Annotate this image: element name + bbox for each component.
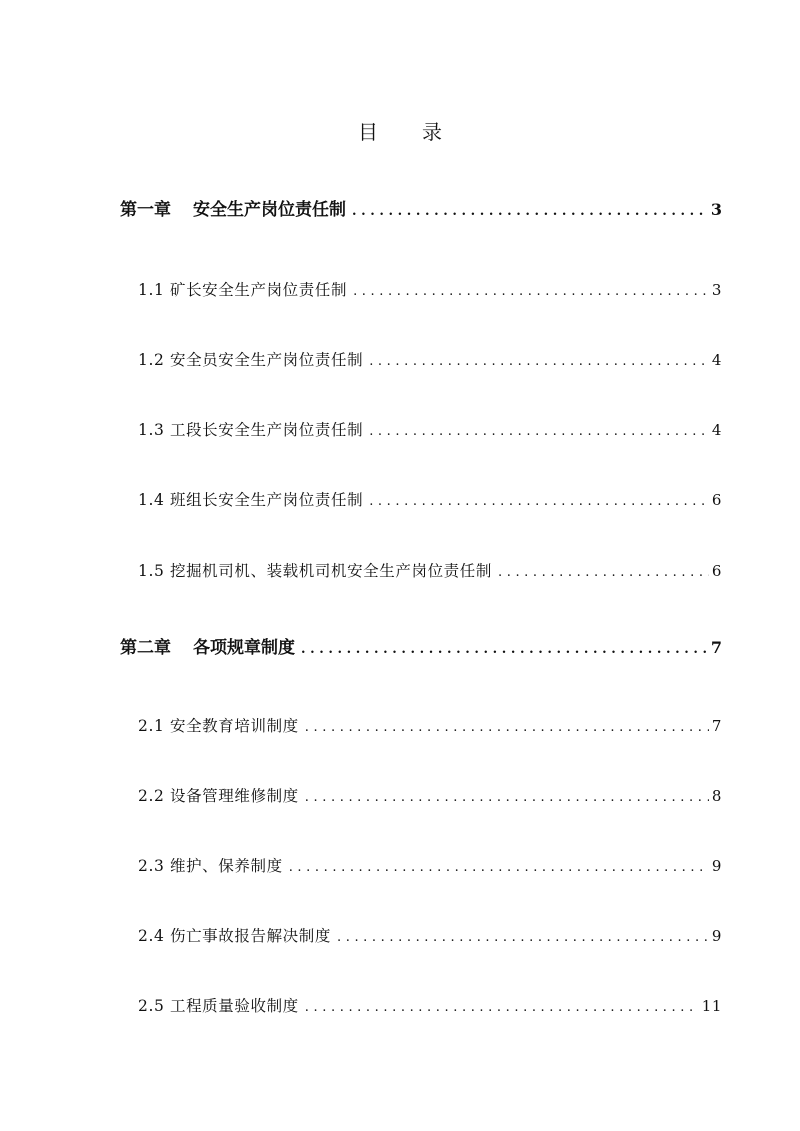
chapter-2-heading	[120, 636, 295, 660]
toc-section-2-5[interactable]	[138, 994, 722, 1018]
toc-section-1-1[interactable]	[138, 278, 722, 302]
toc-section-2-3[interactable]	[138, 854, 722, 878]
section-label: 2.2 设备管理维修制度	[138, 787, 299, 805]
toc-section-1-2[interactable]	[138, 348, 722, 372]
section-page-number: 4	[711, 421, 722, 439]
section-page-number: 9	[711, 927, 722, 945]
dot-leader	[369, 490, 709, 514]
chapter-2-number: 第二章	[120, 638, 171, 658]
section-page-number: 11	[701, 997, 722, 1015]
section-label: 2.4 伤亡事故报告解决制度	[138, 927, 331, 945]
chapter-1-heading	[120, 198, 346, 222]
section-label: 1.1 矿长安全生产岗位责任制	[138, 281, 348, 299]
dot-leader	[337, 926, 709, 950]
section-label: 2.3 维护、保养制度	[138, 857, 283, 875]
toc-section-1-4[interactable]	[138, 488, 722, 512]
toc-section-1-5[interactable]	[138, 559, 722, 583]
section-label: 1.2 安全员安全生产岗位责任制	[138, 351, 364, 369]
toc-section-2-1[interactable]	[138, 714, 722, 738]
chapter-2-page-number: 7	[710, 638, 722, 657]
section-page-number: 6	[711, 491, 722, 509]
toc-chapter-2[interactable]	[120, 636, 722, 660]
dot-leader	[289, 856, 709, 880]
toc-section-1-3[interactable]	[138, 418, 722, 442]
chapter-1-title: 安全生产岗位责任制	[193, 200, 346, 220]
chapter-1-number: 第一章	[120, 200, 171, 220]
toc-section-2-4[interactable]	[138, 924, 722, 948]
chapter-2-title: 各项规章制度	[193, 638, 295, 658]
section-page-number: 7	[711, 717, 722, 735]
dot-leader	[369, 350, 709, 374]
section-page-number: 3	[711, 281, 722, 299]
dot-leader	[305, 996, 699, 1020]
dot-leader	[369, 420, 709, 444]
section-page-number: 8	[711, 787, 722, 805]
dot-leader	[352, 200, 708, 224]
dot-leader	[301, 638, 708, 662]
section-label: 1.3 工段长安全生产岗位责任制	[138, 421, 364, 439]
section-page-number: 6	[711, 562, 722, 580]
section-label: 1.4 班组长安全生产岗位责任制	[138, 491, 364, 509]
toc-chapter-1[interactable]	[120, 198, 722, 222]
dot-leader	[353, 280, 709, 304]
section-page-number: 4	[711, 351, 722, 369]
section-label: 2.1 安全教育培训制度	[138, 717, 299, 735]
section-label: 2.5 工程质量验收制度	[138, 997, 299, 1015]
section-label: 1.5 挖掘机司机、装载机司机安全生产岗位责任制	[138, 562, 492, 580]
dot-leader	[305, 716, 709, 740]
section-page-number: 9	[711, 857, 722, 875]
chapter-1-page-number: 3	[710, 200, 722, 219]
toc-section-2-2[interactable]	[138, 784, 722, 808]
toc-title: 目录	[358, 120, 486, 144]
dot-leader	[498, 561, 709, 585]
dot-leader	[305, 786, 709, 810]
